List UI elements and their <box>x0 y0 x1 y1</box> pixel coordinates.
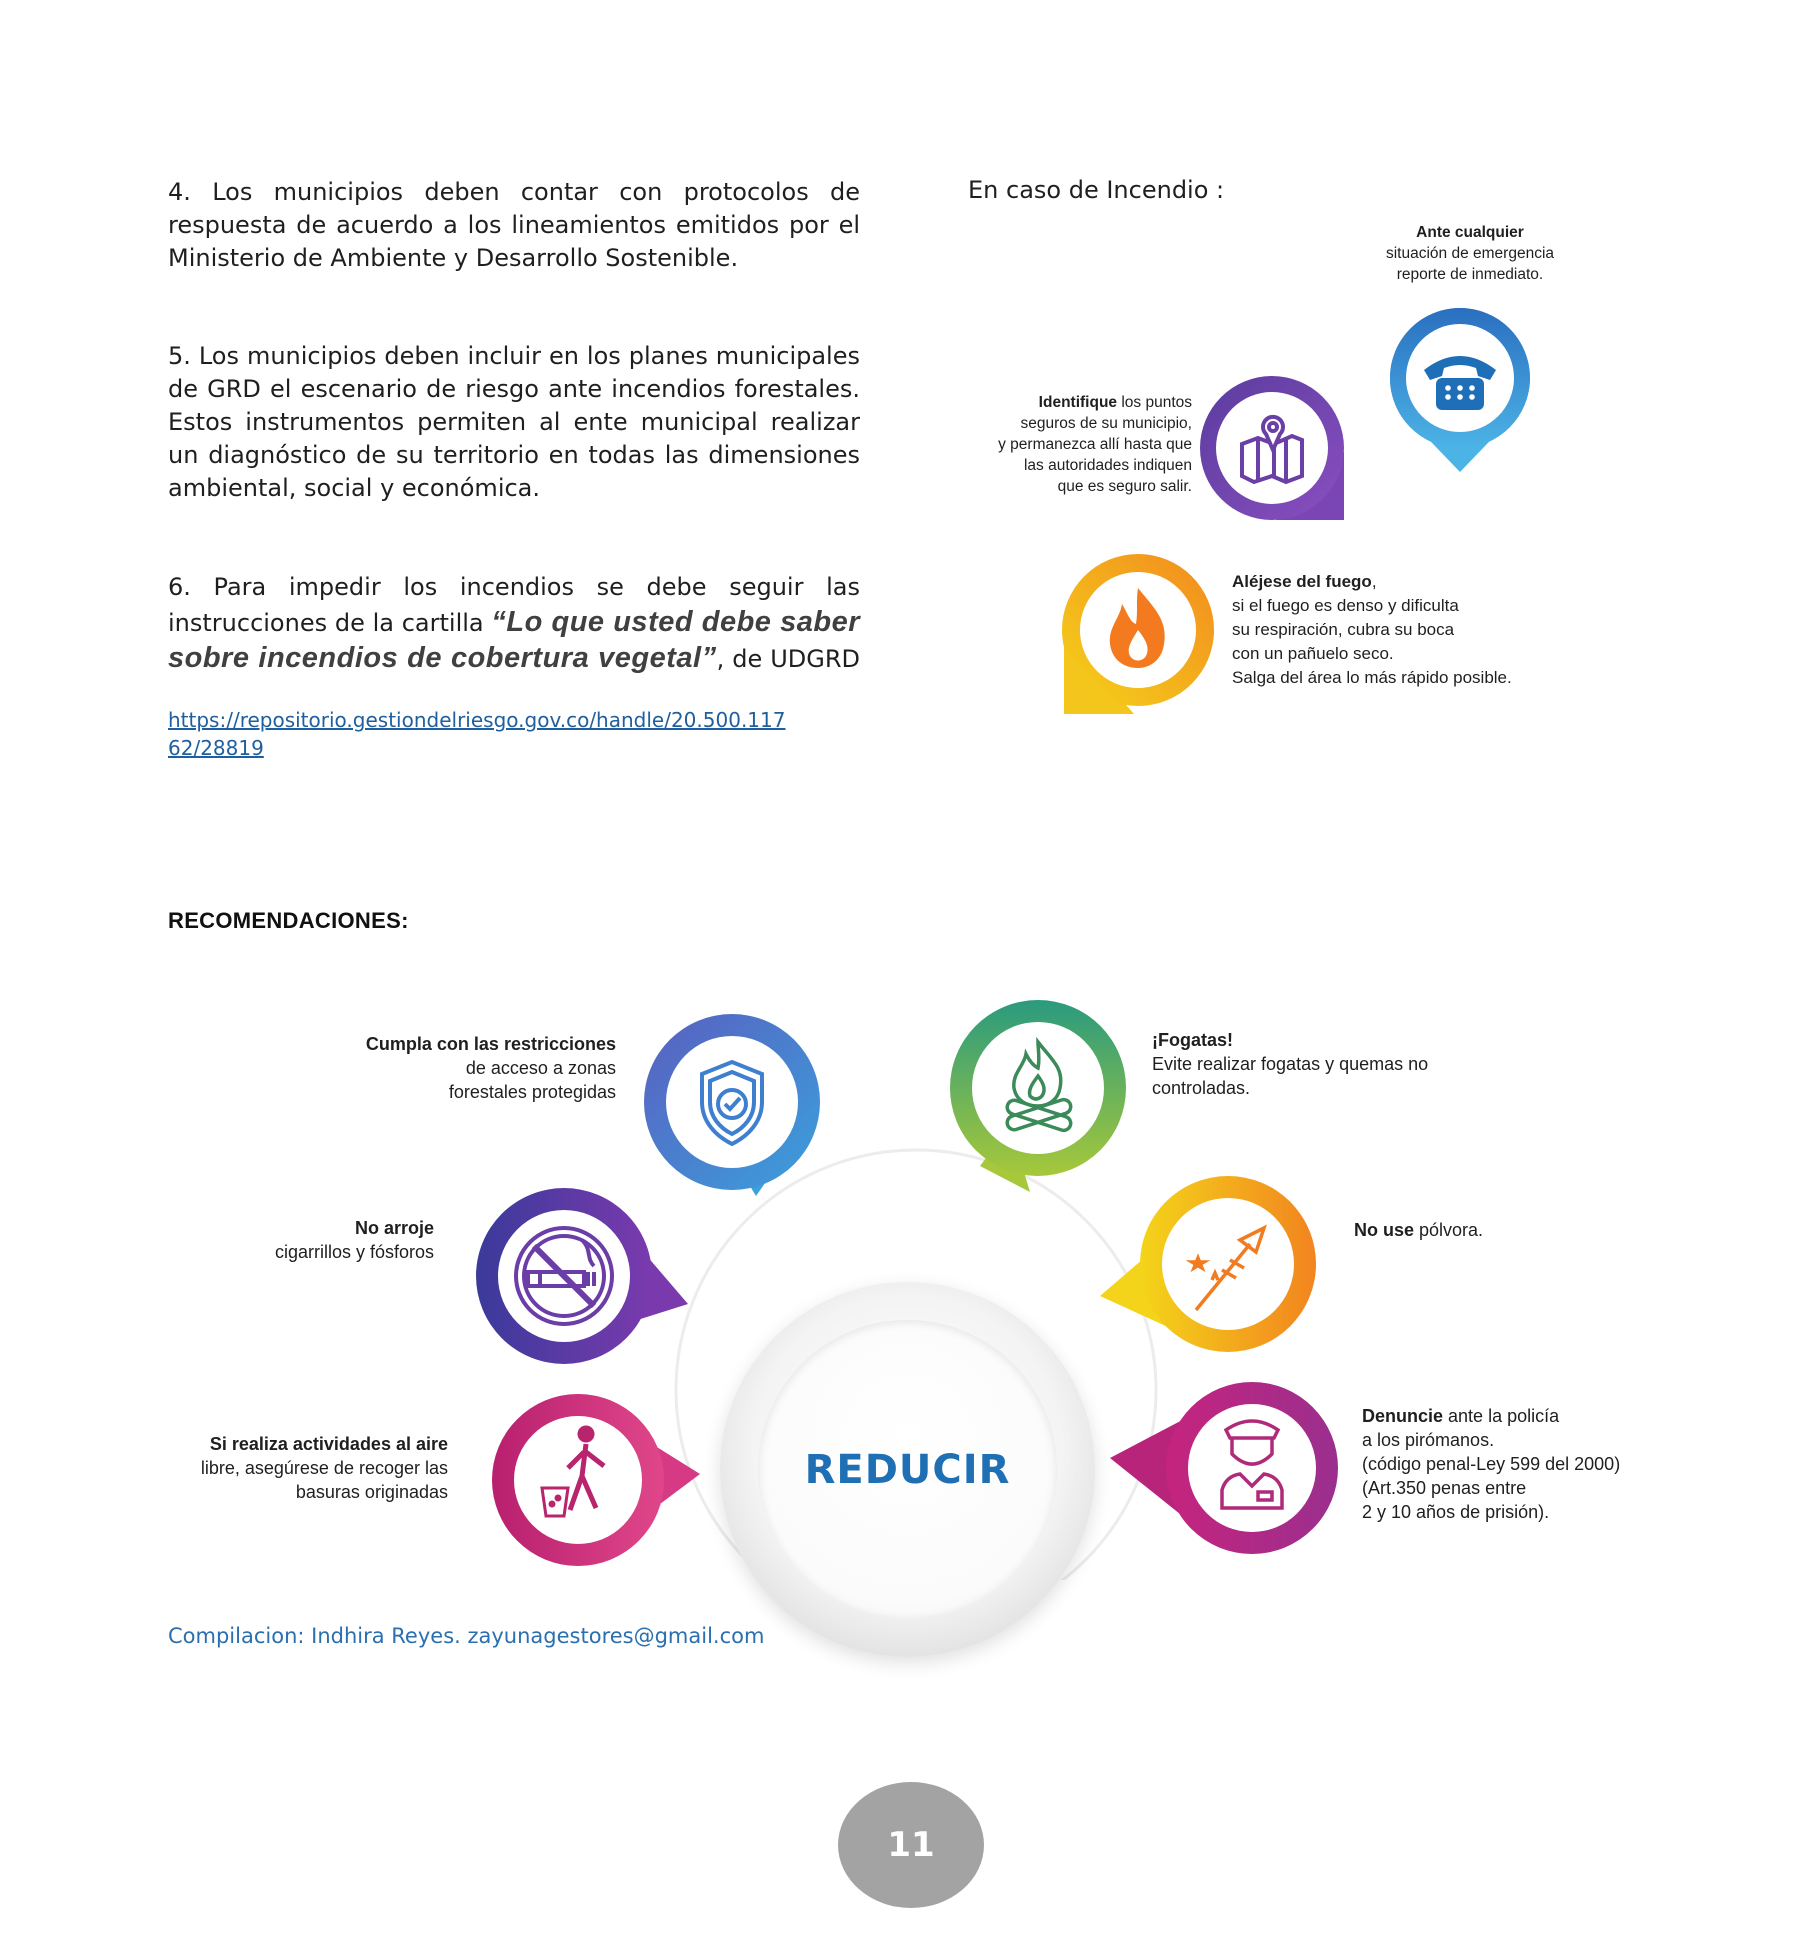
repository-link-line-1[interactable]: https://repositorio.gestiondelriesgo.gov.co/handle/20.500.117 <box>168 708 786 732</box>
fireworks-note: No use pólvora. <box>1354 1220 1484 1240</box>
compilation-credit: Compilacion: Indhira Reyes. zayunagestores@gmail.com <box>168 1624 765 1648</box>
bonfire-note: ¡Fogatas! Evite realizar fogatas y quemas no controladas. <box>1152 1030 1429 1098</box>
fire-case-title: En caso de Incendio : <box>968 176 1225 204</box>
cigarettes-note: No arroje cigarrillos y fósforos <box>274 1218 434 1262</box>
fire-pin <box>1044 544 1224 724</box>
restrictions-note: Cumpla con las restricciones de acceso a zonas forestales protegidas <box>365 1034 616 1102</box>
paragraph-5: 5. Los municipios deben incluir en los planes municipales de GRD el escenario de riesgo ante incendios forestales. Estos instrumentos permiten al ente municipal realizar un diagnóstico de su territorio en todas las dimensiones ambiental, social y económica. <box>168 342 860 502</box>
bonfire-pin <box>930 996 1140 1196</box>
paragraph-4: 4. Los municipios deben contar con protocolos de respuesta de acuerdo a los lineamientos emitidos por el Ministerio de Ambiente y Desarrollo Sostenible. <box>168 178 860 272</box>
phone-note: Ante cualquier situación de emergencia reporte de inmediato. <box>1385 224 1555 283</box>
phone-pin <box>1380 300 1540 480</box>
repository-link-line-2[interactable]: 62/28819 <box>168 736 264 760</box>
map-note: Identifique los puntos seguros de su municipio, y permanezca allí hasta que las autoridades indiquen que es seguro salir. <box>998 394 1192 495</box>
restrictions-pin <box>636 1006 836 1206</box>
recommendations-title: RECOMENDACIONES: <box>168 908 409 933</box>
repository-link[interactable] <box>168 706 868 762</box>
map-pin <box>1196 372 1356 532</box>
outdoor-note: Si realiza actividades al aire libre, asegúrese de recoger las basuras originadas <box>200 1434 448 1502</box>
fireworks-pin <box>1100 1168 1330 1368</box>
outdoor-pin <box>470 1384 710 1584</box>
cigarettes-pin <box>466 1180 696 1370</box>
paragraph-6-tail: , de UDGRD <box>716 645 860 673</box>
reducir-label: REDUCIR <box>804 1446 1011 1493</box>
report-note: Denuncie ante la policía a los pirómanos. (código penal-Ley 599 del 2000) (Art.350 penas entre 2 y 10 años de prisión). <box>1362 1406 1621 1522</box>
fire-note: Aléjese del fuego, si el fuego es denso y dificulta su respiración, cubra su boca con un pañuelo seco. Salga del área lo más rápido posible. <box>1232 572 1512 687</box>
paragraph-6 <box>168 570 860 677</box>
booklet-title: “Lo que usted debe saber sobre incendios de cobertura vegetal” <box>168 606 860 674</box>
paragraph-6-intro: 6. Para impedir los incendios se debe seguir las instrucciones de la cartilla <box>168 573 860 637</box>
page-number: 11 <box>838 1782 984 1908</box>
reducir-badge <box>720 1282 1095 1657</box>
report-pin <box>1110 1372 1350 1572</box>
